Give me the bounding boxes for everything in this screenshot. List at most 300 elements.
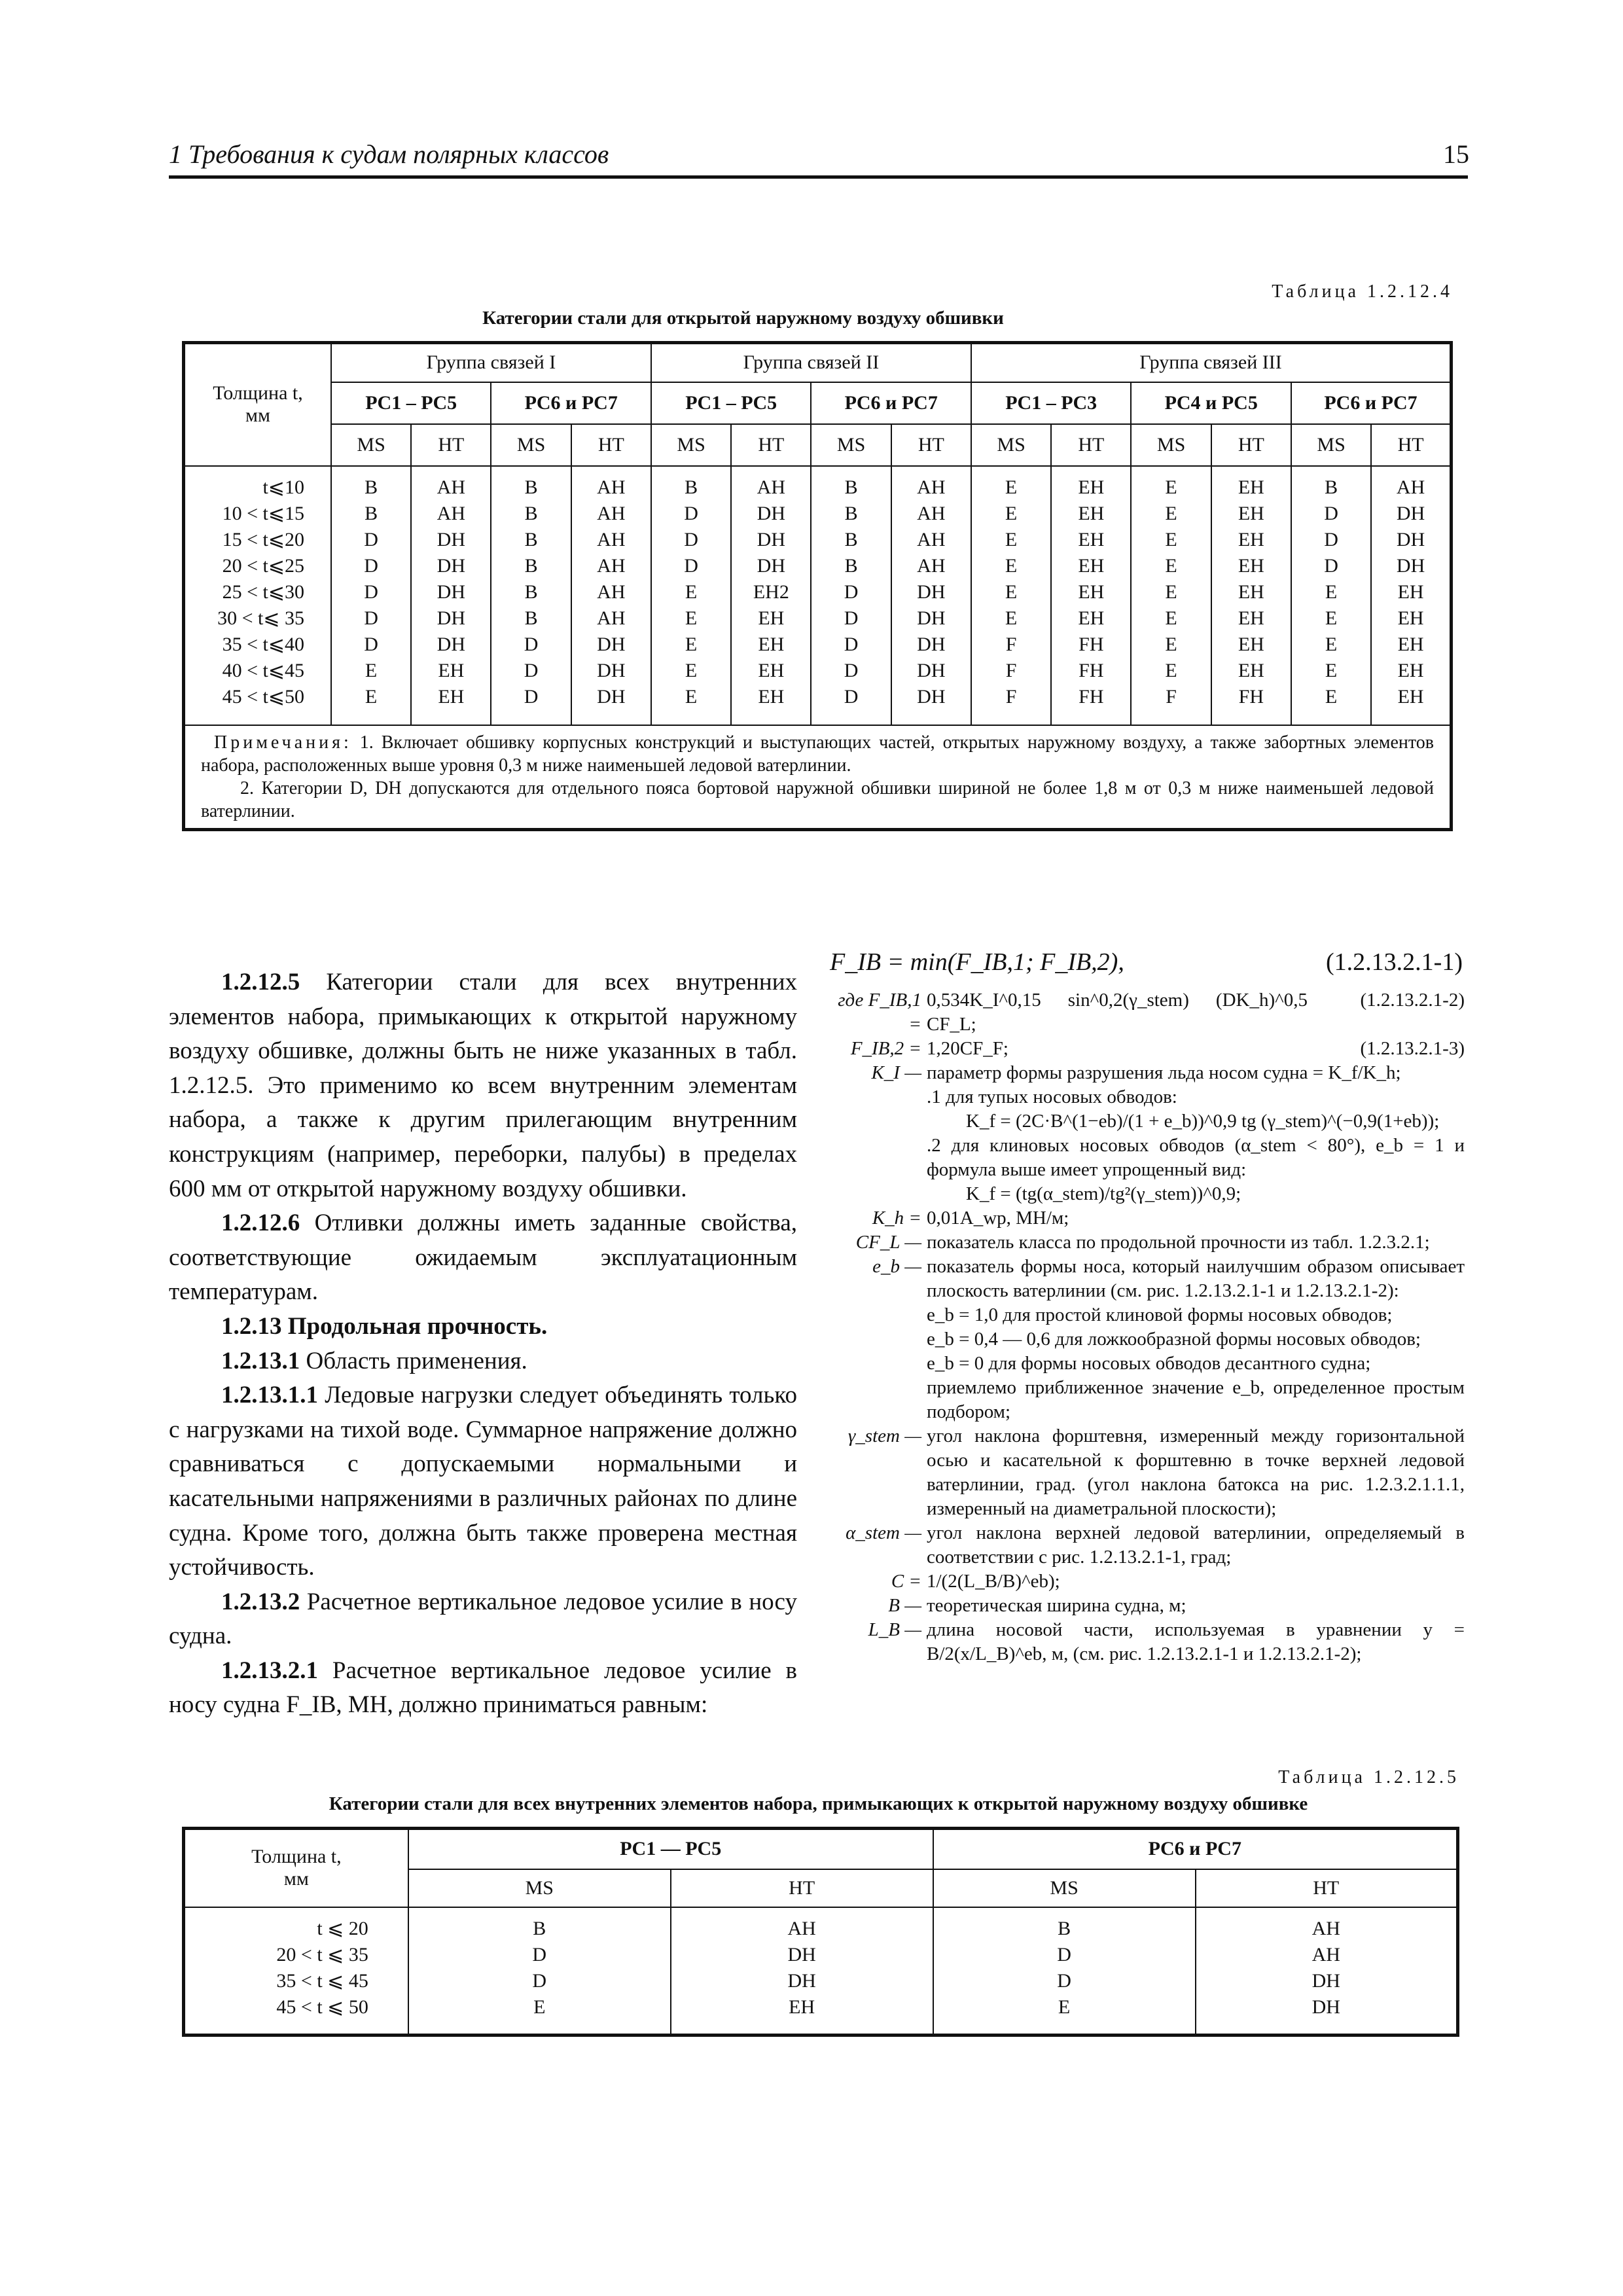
clause-number: 1.2.12.5 <box>221 969 300 996</box>
table1-notes <box>184 725 1452 830</box>
table2-cell: AH <box>787 1917 816 1939</box>
table2-ht-header: HT <box>671 1869 933 1907</box>
definition-symbol <box>830 1352 927 1376</box>
definition-text: 0,01A_wp, МН/м; <box>927 1208 1069 1229</box>
table1-cell: EH <box>1238 554 1264 577</box>
table1-cell: E <box>1325 607 1338 629</box>
table1-cell: AH <box>597 528 626 550</box>
definition-row <box>830 1109 1465 1134</box>
table1-cell: AH <box>597 581 626 603</box>
table1-row-label: 35 < t⩽40 <box>222 633 304 655</box>
table1-ms-header: MS <box>1131 424 1211 466</box>
table1-data-column <box>411 466 491 725</box>
definitions-list <box>830 988 1465 1666</box>
table1-cell: D <box>364 528 378 550</box>
table1-cell: D <box>684 554 698 577</box>
table1-row-label: 25 < t⩽30 <box>222 581 304 603</box>
table1-ht-header: HT <box>1371 424 1451 466</box>
definition-text: .2 для клиновых носовых обводов (α_stem < 80°), e_b = 1 и формула выше имеет упрощенный вид: <box>927 1135 1465 1180</box>
table1-data-column <box>331 466 411 725</box>
definition-symbol: F_IB,2 = <box>850 1038 921 1059</box>
table2-class-header: PC1 — PC5 <box>408 1829 933 1869</box>
table1-cell: DH <box>757 554 785 577</box>
table1-cell: E <box>1005 476 1018 498</box>
table1-cell: B <box>685 476 698 498</box>
table1-data-column <box>1051 466 1131 725</box>
table2-class-header: PC6 и PC7 <box>933 1829 1458 1869</box>
equation-number: (1.2.13.2.1-2) <box>1360 990 1465 1011</box>
table1-row-label: 15 < t⩽20 <box>222 528 304 550</box>
table1-cell: E <box>1165 659 1177 681</box>
table1-cell: D <box>1324 554 1338 577</box>
table1-cell: DH <box>597 659 626 681</box>
table1-row-label: 30 < t⩽ 35 <box>217 607 304 629</box>
table1-cell: F <box>1005 659 1017 681</box>
definition-text: 0,534K_I^0,15 sin^0,2(γ_stem) (DK_h)^0,5 CF_L; <box>927 990 1308 1035</box>
table1-cell: EH <box>1078 528 1105 550</box>
clause-number: 1.2.13.2.1 <box>221 1657 318 1684</box>
table1-cell: B <box>844 554 858 577</box>
table1-cell: E <box>1005 528 1018 550</box>
table1-cell: E <box>1165 528 1177 550</box>
table1-class-header: PC1 – PC5 <box>331 382 491 424</box>
table1-cell: E <box>685 685 698 708</box>
equation-number: (1.2.13.2.1-3) <box>1360 1038 1465 1059</box>
paragraph-1-2-13-2-1 <box>169 1654 797 1723</box>
paragraph-text: Расчетное вертикальное ледовое усилие в носу судна. <box>169 1588 797 1650</box>
table1-cell: B <box>524 581 538 603</box>
definition-text: e_b = 1,0 для простой клиновой формы носовых обводов; <box>927 1304 1393 1325</box>
table1-cell: EH <box>1397 607 1424 629</box>
definition-row <box>830 1570 1465 1594</box>
table1-cell: B <box>844 502 858 524</box>
definition-symbol <box>830 1303 927 1327</box>
table1-cell: EH <box>758 685 785 708</box>
table1-cell: E <box>365 659 378 681</box>
table1-row-label: 10 < t⩽15 <box>222 502 304 524</box>
main-formula: F_IB = min(F_IB,1; F_IB,2), <box>830 948 1124 976</box>
table1-cell: EH <box>758 659 785 681</box>
table1-thickness-header-line1: Толщина t, <box>213 382 303 404</box>
definition-symbol: B — <box>888 1595 921 1616</box>
definition-row <box>830 1521 1465 1570</box>
table1-ms-header: MS <box>1291 424 1371 466</box>
table1-ht-header: HT <box>891 424 971 466</box>
table1-label: Таблица 1.2.12.4 <box>1272 281 1453 302</box>
table1-cell: D <box>844 659 859 681</box>
table2-ms-header: MS <box>933 1869 1196 1907</box>
table1-cell: D <box>524 659 539 681</box>
table2 <box>182 1827 1459 2037</box>
table1-cell: AH <box>597 502 626 524</box>
table1-class-header: PC6 и PC7 <box>811 382 971 424</box>
table1-cell: D <box>844 607 859 629</box>
paragraph-text: Ледовые нагрузки следует объединять только с нагрузками на тихой воде. Суммарное напряжение должно сравниваться с допускаемыми нормальными и касательными напряжениями в различных районах по длине судна. Кроме того, должна быть также проверена местная устойчивость. <box>169 1382 797 1581</box>
table2-row-label: 20 < t ⩽ 35 <box>276 1943 368 1965</box>
table1-cell: B <box>365 502 378 524</box>
paragraph-text: Категории стали для всех внутренних элементов набора, примыкающих к открытой наружному воздуху обшивке, должны быть не ниже указанных в табл. 1.2.12.5. Это применимо ко всем внутренним элементам набора, а также к другим прилегающим внутренним конструкциям (например, переборки, палубы) в пределах 600 мм от открытой наружному воздуху обшивки. <box>169 969 797 1202</box>
definition-symbol: где F_IB,1 = <box>838 990 921 1035</box>
table2-row-label: t ⩽ 20 <box>317 1917 368 1939</box>
table1-cell: E <box>685 581 698 603</box>
table1-cell: DH <box>917 607 946 629</box>
table1-ht-header: HT <box>731 424 811 466</box>
table2-cell: E <box>533 1996 546 2018</box>
table1-cell: EH <box>1397 659 1424 681</box>
definition-text: .1 для тупых носовых обводов: <box>927 1086 1177 1107</box>
table1-cell: EH <box>758 633 785 655</box>
paragraph-1-2-12-5 <box>169 965 797 1206</box>
definition-row <box>830 1206 1465 1230</box>
table1-data-column <box>1131 466 1211 725</box>
table1-cell: E <box>1005 581 1018 603</box>
table1-group-header: Группа связей III <box>971 343 1452 382</box>
definition-symbol <box>830 1327 927 1352</box>
table1-cell: D <box>684 502 698 524</box>
table1-cell: EH2 <box>753 581 789 603</box>
table1-cell: EH <box>1078 581 1105 603</box>
table1-cell: E <box>685 607 698 629</box>
table1-class-header: PC1 – PC3 <box>971 382 1132 424</box>
table1-cell: DH <box>917 633 946 655</box>
running-header-title: 1 Требования к судам полярных классов <box>169 139 609 169</box>
table1-cell: DH <box>437 633 465 655</box>
definition-symbol <box>830 1182 927 1206</box>
definition-symbol: K_h = <box>872 1208 921 1229</box>
definition-text: K_f = (2C·B^(1−eb)/(1 + e_b))^0,9 tg (γ_stem)^(−0,9(1+eb)); <box>966 1111 1440 1132</box>
table1-cell: EH <box>438 685 465 708</box>
table1-cell: AH <box>917 502 946 524</box>
table1 <box>182 341 1453 831</box>
table2-row-labels <box>184 1907 408 2036</box>
table1-row-label: 40 < t⩽45 <box>222 659 304 681</box>
definition-symbol: L_B — <box>868 1619 921 1640</box>
table1-ht-header: HT <box>571 424 651 466</box>
table1-cell: DH <box>917 581 946 603</box>
definition-row <box>830 1594 1465 1618</box>
definition-symbol <box>830 1376 927 1424</box>
table1-cell: FH <box>1079 685 1104 708</box>
table1-cell: E <box>1165 607 1177 629</box>
table1-cell: E <box>1325 659 1338 681</box>
table1-ht-header: HT <box>411 424 491 466</box>
table1-class-header: PC6 и PC7 <box>1291 382 1452 424</box>
table2-cell: B <box>1058 1917 1071 1939</box>
table2-label: Таблица 1.2.12.5 <box>1278 1767 1459 1787</box>
table1-row-labels <box>184 466 331 725</box>
table1-cell: D <box>844 581 859 603</box>
table1-row-label: 45 < t⩽50 <box>222 685 304 708</box>
paragraph-text: Отливки должны иметь заданные свойства, соответствующие ожидаемым эксплуатационным температурам. <box>169 1210 797 1306</box>
table1-cell: DH <box>1396 554 1425 577</box>
table1-note2: 2. Категории D, DH допускаются для отдельного пояса бортовой наружной обшивки шириной не более 1,8 м от 0,3 м ниже наименьшей ледовой ватерлинии. <box>201 778 1434 821</box>
table1-cell: DH <box>597 633 626 655</box>
table1-class-header: PC1 – PC5 <box>651 382 812 424</box>
table1-cell: F <box>1166 685 1177 708</box>
table1-cell: DH <box>1396 528 1425 550</box>
table2-ht-header: HT <box>1196 1869 1458 1907</box>
table1-cell: FH <box>1079 633 1104 655</box>
table1-cell: EH <box>1238 476 1264 498</box>
table1-cell: FH <box>1079 659 1104 681</box>
table1-caption: Категории стали для открытой наружному воздуху обшивки <box>482 308 1004 329</box>
definition-symbol <box>830 1109 927 1134</box>
section-heading-1-2-13 <box>169 1310 797 1344</box>
table2-row-label: 45 < t ⩽ 50 <box>276 1996 368 2018</box>
definition-text: приемлемо приближенное значение e_b, определенное простым подбором; <box>927 1377 1465 1422</box>
definition-symbol: α_stem — <box>846 1522 921 1543</box>
table1-cell: EH <box>1078 607 1105 629</box>
definition-row <box>830 1134 1465 1182</box>
table1-cell: EH <box>438 659 465 681</box>
table1-data-column <box>731 466 811 725</box>
table1-cell: DH <box>597 685 626 708</box>
table1-cell: E <box>1005 502 1018 524</box>
table2-thickness-header-line2: мм <box>283 1868 309 1890</box>
table1-class-header: PC6 и PC7 <box>491 382 651 424</box>
table1-cell: D <box>844 633 859 655</box>
definition-row <box>830 1255 1465 1303</box>
definition-row <box>830 1352 1465 1376</box>
table1-ms-header: MS <box>331 424 411 466</box>
table2-thickness-header-line1: Толщина t, <box>251 1846 342 1868</box>
table1-cell: E <box>1325 633 1338 655</box>
table1-class-header: PC4 и PC5 <box>1131 382 1291 424</box>
table1-cell: E <box>1165 502 1177 524</box>
definition-text: 1/(2(L_B/B)^eb); <box>927 1571 1060 1592</box>
table1-cell: E <box>365 685 378 708</box>
table1-cell: AH <box>757 476 785 498</box>
table1-cell: AH <box>597 476 626 498</box>
table1-thickness-header-line2: мм <box>245 404 270 427</box>
page-number: 15 <box>1443 139 1469 169</box>
table1-data-column <box>1291 466 1371 725</box>
table2-data-column <box>408 1907 671 2036</box>
table1-cell: EH <box>1078 502 1105 524</box>
definition-text: угол наклона верхней ледовой ватерлинии, определяемый в соответствии с рис. 1.2.13.2.1-1, град; <box>927 1522 1465 1568</box>
table1-ht-header: HT <box>1211 424 1291 466</box>
table2-cell: DH <box>1311 1969 1340 1992</box>
definition-symbol: γ_stem — <box>847 1426 921 1446</box>
definition-text: показатель формы носа, который наилучшим образом описывает плоскость ватерлинии (см. рис. 1.2.13.2.1-1 и 1.2.13.2.1-2): <box>927 1256 1465 1301</box>
table1-data-column <box>891 466 971 725</box>
table1-data-column <box>1371 466 1451 725</box>
definition-row <box>830 1037 1465 1061</box>
table2-cell: DH <box>1311 1996 1340 2018</box>
table1-cell: D <box>364 633 378 655</box>
table1-cell: D <box>524 633 539 655</box>
table2-cell: D <box>532 1969 547 1992</box>
clause-number: 1.2.12.6 <box>221 1210 300 1237</box>
table1-cell: AH <box>597 607 626 629</box>
table1-cell: E <box>1165 554 1177 577</box>
table1-cell: B <box>524 502 538 524</box>
definition-row <box>830 1303 1465 1327</box>
table1-cell: E <box>1325 581 1338 603</box>
table2-data-column <box>1196 1907 1458 2036</box>
definition-symbol <box>830 1134 927 1182</box>
table1-row-label: t⩽10 <box>262 476 304 498</box>
table1-cell: EH <box>1238 528 1264 550</box>
table1-cell: EH <box>1238 581 1264 603</box>
table1-cell: AH <box>437 502 465 524</box>
table1-cell: AH <box>917 554 946 577</box>
definition-row <box>830 1061 1465 1085</box>
table2-cell: B <box>533 1917 546 1939</box>
main-formula-number: (1.2.13.2.1-1) <box>1326 948 1463 976</box>
table1-cell: E <box>1165 476 1177 498</box>
paragraph-text: Область применения. <box>300 1347 527 1374</box>
definition-symbol: e_b — <box>872 1256 921 1277</box>
table1-data-column <box>491 466 571 725</box>
clause-number: 1.2.13.1.1 <box>221 1382 318 1409</box>
definition-text: длина носовой части, используемая в уравнении y = B/2(x/L_B)^eb, м, (см. рис. 1.2.13.2.1-1 и 1.2.13.2.1-2); <box>927 1619 1465 1664</box>
clause-number: 1.2.13.1 <box>221 1347 300 1374</box>
table1-cell: AH <box>1396 476 1425 498</box>
table1-cell: DH <box>437 528 465 550</box>
table1-cell: E <box>685 633 698 655</box>
table1-cell: DH <box>437 581 465 603</box>
table2-ms-header: MS <box>408 1869 671 1907</box>
definition-text: e_b = 0,4 — 0,6 для ложкообразной формы носовых обводов; <box>927 1329 1421 1350</box>
definition-symbol <box>830 1085 927 1109</box>
table1-cell: E <box>1165 633 1177 655</box>
table1-cell: AH <box>437 476 465 498</box>
definition-row <box>830 1424 1465 1521</box>
table1-cell: E <box>1005 607 1018 629</box>
definition-row <box>830 1230 1465 1255</box>
table1-data-column <box>1211 466 1291 725</box>
table2-cell: DH <box>787 1969 816 1992</box>
table1-cell: EH <box>1397 685 1424 708</box>
definition-symbol: K_I — <box>871 1062 921 1083</box>
table1-cell: DH <box>1396 502 1425 524</box>
table2-cell: D <box>1057 1943 1071 1965</box>
definition-row <box>830 1327 1465 1352</box>
paragraph-text: Расчетное вертикальное ледовое усилие в носу судна F_IB, МН, должно приниматься равным: <box>169 1657 797 1719</box>
table1-cell: DH <box>917 659 946 681</box>
table1-cell: E <box>1165 581 1177 603</box>
table1-cell: EH <box>1238 607 1264 629</box>
table1-cell: B <box>365 476 378 498</box>
definition-row <box>830 1376 1465 1424</box>
table1-cell: EH <box>1238 502 1264 524</box>
definition-row <box>830 1085 1465 1109</box>
definition-text: теоретическая ширина судна, м; <box>927 1595 1186 1616</box>
table1-cell: D <box>524 685 539 708</box>
table1-cell: DH <box>437 554 465 577</box>
table1-cell: B <box>1325 476 1338 498</box>
table1-cell: DH <box>917 685 946 708</box>
table1-cell: EH <box>1397 581 1424 603</box>
table1-group-header: Группа связей II <box>651 343 971 382</box>
table2-cell: AH <box>1311 1917 1340 1939</box>
table1-cell: B <box>844 476 858 498</box>
table2-cell: E <box>1058 1996 1071 2018</box>
table1-cell: DH <box>437 607 465 629</box>
paragraph-1-2-13-1-1 <box>169 1378 797 1585</box>
table2-thickness-header <box>184 1829 408 1907</box>
table1-ht-header: HT <box>1051 424 1131 466</box>
table1-cell: D <box>684 528 698 550</box>
table1-cell: D <box>364 581 378 603</box>
table1-ms-header: MS <box>811 424 891 466</box>
table1-cell: D <box>844 685 859 708</box>
definition-text: e_b = 0 для формы носовых обводов десантного судна; <box>927 1353 1371 1374</box>
paragraph-1-2-12-6 <box>169 1206 797 1310</box>
table1-cell: E <box>1325 685 1338 708</box>
table2-caption: Категории стали для всех внутренних элементов набора, примыкающих к открытой наружному воздуху обшивке <box>329 1793 1308 1814</box>
table1-cell: B <box>524 607 538 629</box>
definition-text: угол наклона форштевня, измеренный между горизонтальной осью и касательной к форштевню в точке верхней ледовой ватерлинии, град. (угол наклона батокса на рис. 1.2.3.2.1.1.1, измеренный на диаметральной плоскости); <box>927 1426 1465 1519</box>
table1-cell: EH <box>1397 633 1424 655</box>
table2-cell: AH <box>1311 1943 1340 1965</box>
table1-data-column <box>971 466 1051 725</box>
table1-cell: EH <box>1238 659 1264 681</box>
table1-note-label: Примечания: <box>214 732 352 753</box>
table1-cell: AH <box>917 476 946 498</box>
paragraph-1-2-13-2 <box>169 1585 797 1654</box>
definition-text: K_f = (tg(α_stem)/tg²(γ_stem))^0,9; <box>966 1183 1241 1204</box>
header-rule <box>169 175 1468 179</box>
table1-data-column <box>571 466 651 725</box>
table1-cell: E <box>1005 554 1018 577</box>
table1-cell: D <box>364 554 378 577</box>
table1-cell: E <box>685 659 698 681</box>
table1-cell: B <box>524 554 538 577</box>
table1-data-column <box>811 466 891 725</box>
clause-number: 1.2.13.2 <box>221 1588 300 1615</box>
table1-cell: EH <box>1078 476 1105 498</box>
table1-cell: EH <box>1078 554 1105 577</box>
table1-cell: B <box>524 476 538 498</box>
table1-cell: D <box>1324 528 1338 550</box>
table2-data-column <box>933 1907 1196 2036</box>
definition-row <box>830 1182 1465 1206</box>
table1-cell: DH <box>757 502 785 524</box>
paragraph-1-2-13-1 <box>169 1344 797 1379</box>
table1-cell: D <box>1324 502 1338 524</box>
table1-cell: F <box>1005 685 1017 708</box>
table1-cell: EH <box>758 607 785 629</box>
table2-row-label: 35 < t ⩽ 45 <box>276 1969 368 1992</box>
table1-row-label: 20 < t⩽25 <box>222 554 304 577</box>
table1-cell: F <box>1005 633 1017 655</box>
left-column <box>169 965 797 1723</box>
definition-text: показатель класса по продольной прочности из табл. 1.2.3.2.1; <box>927 1232 1430 1253</box>
table1-cell: B <box>844 528 858 550</box>
table1-cell: AH <box>917 528 946 550</box>
table2-cell: D <box>1057 1969 1071 1992</box>
definition-row <box>830 1618 1465 1666</box>
table1-cell: EH <box>1238 633 1264 655</box>
table2-cell: D <box>532 1943 547 1965</box>
table1-note1 <box>201 731 1434 777</box>
table1-group-header: Группа связей I <box>331 343 651 382</box>
table1-cell: DH <box>757 528 785 550</box>
table2-cell: EH <box>789 1996 815 2018</box>
definition-text: параметр формы разрушения льда носом судна = K_f/K_h; <box>927 1062 1401 1083</box>
table2-data-column <box>671 1907 933 2036</box>
table1-ms-header: MS <box>651 424 731 466</box>
table2-cell: DH <box>787 1943 816 1965</box>
table1-cell: FH <box>1238 685 1264 708</box>
section-heading-text: 1.2.13 Продольная прочность. <box>221 1312 548 1340</box>
table1-thickness-header <box>184 343 331 466</box>
table1-cell: B <box>524 528 538 550</box>
definition-row <box>830 988 1465 1037</box>
table1-note1-text: 1. Включает обшивку корпусных конструкций и выступающих частей, открытых наружному воздуху, а также забортных элементов набора, расположенных выше уровня 0,3 м ниже наименьшей ледовой ватерлинии. <box>201 732 1434 776</box>
